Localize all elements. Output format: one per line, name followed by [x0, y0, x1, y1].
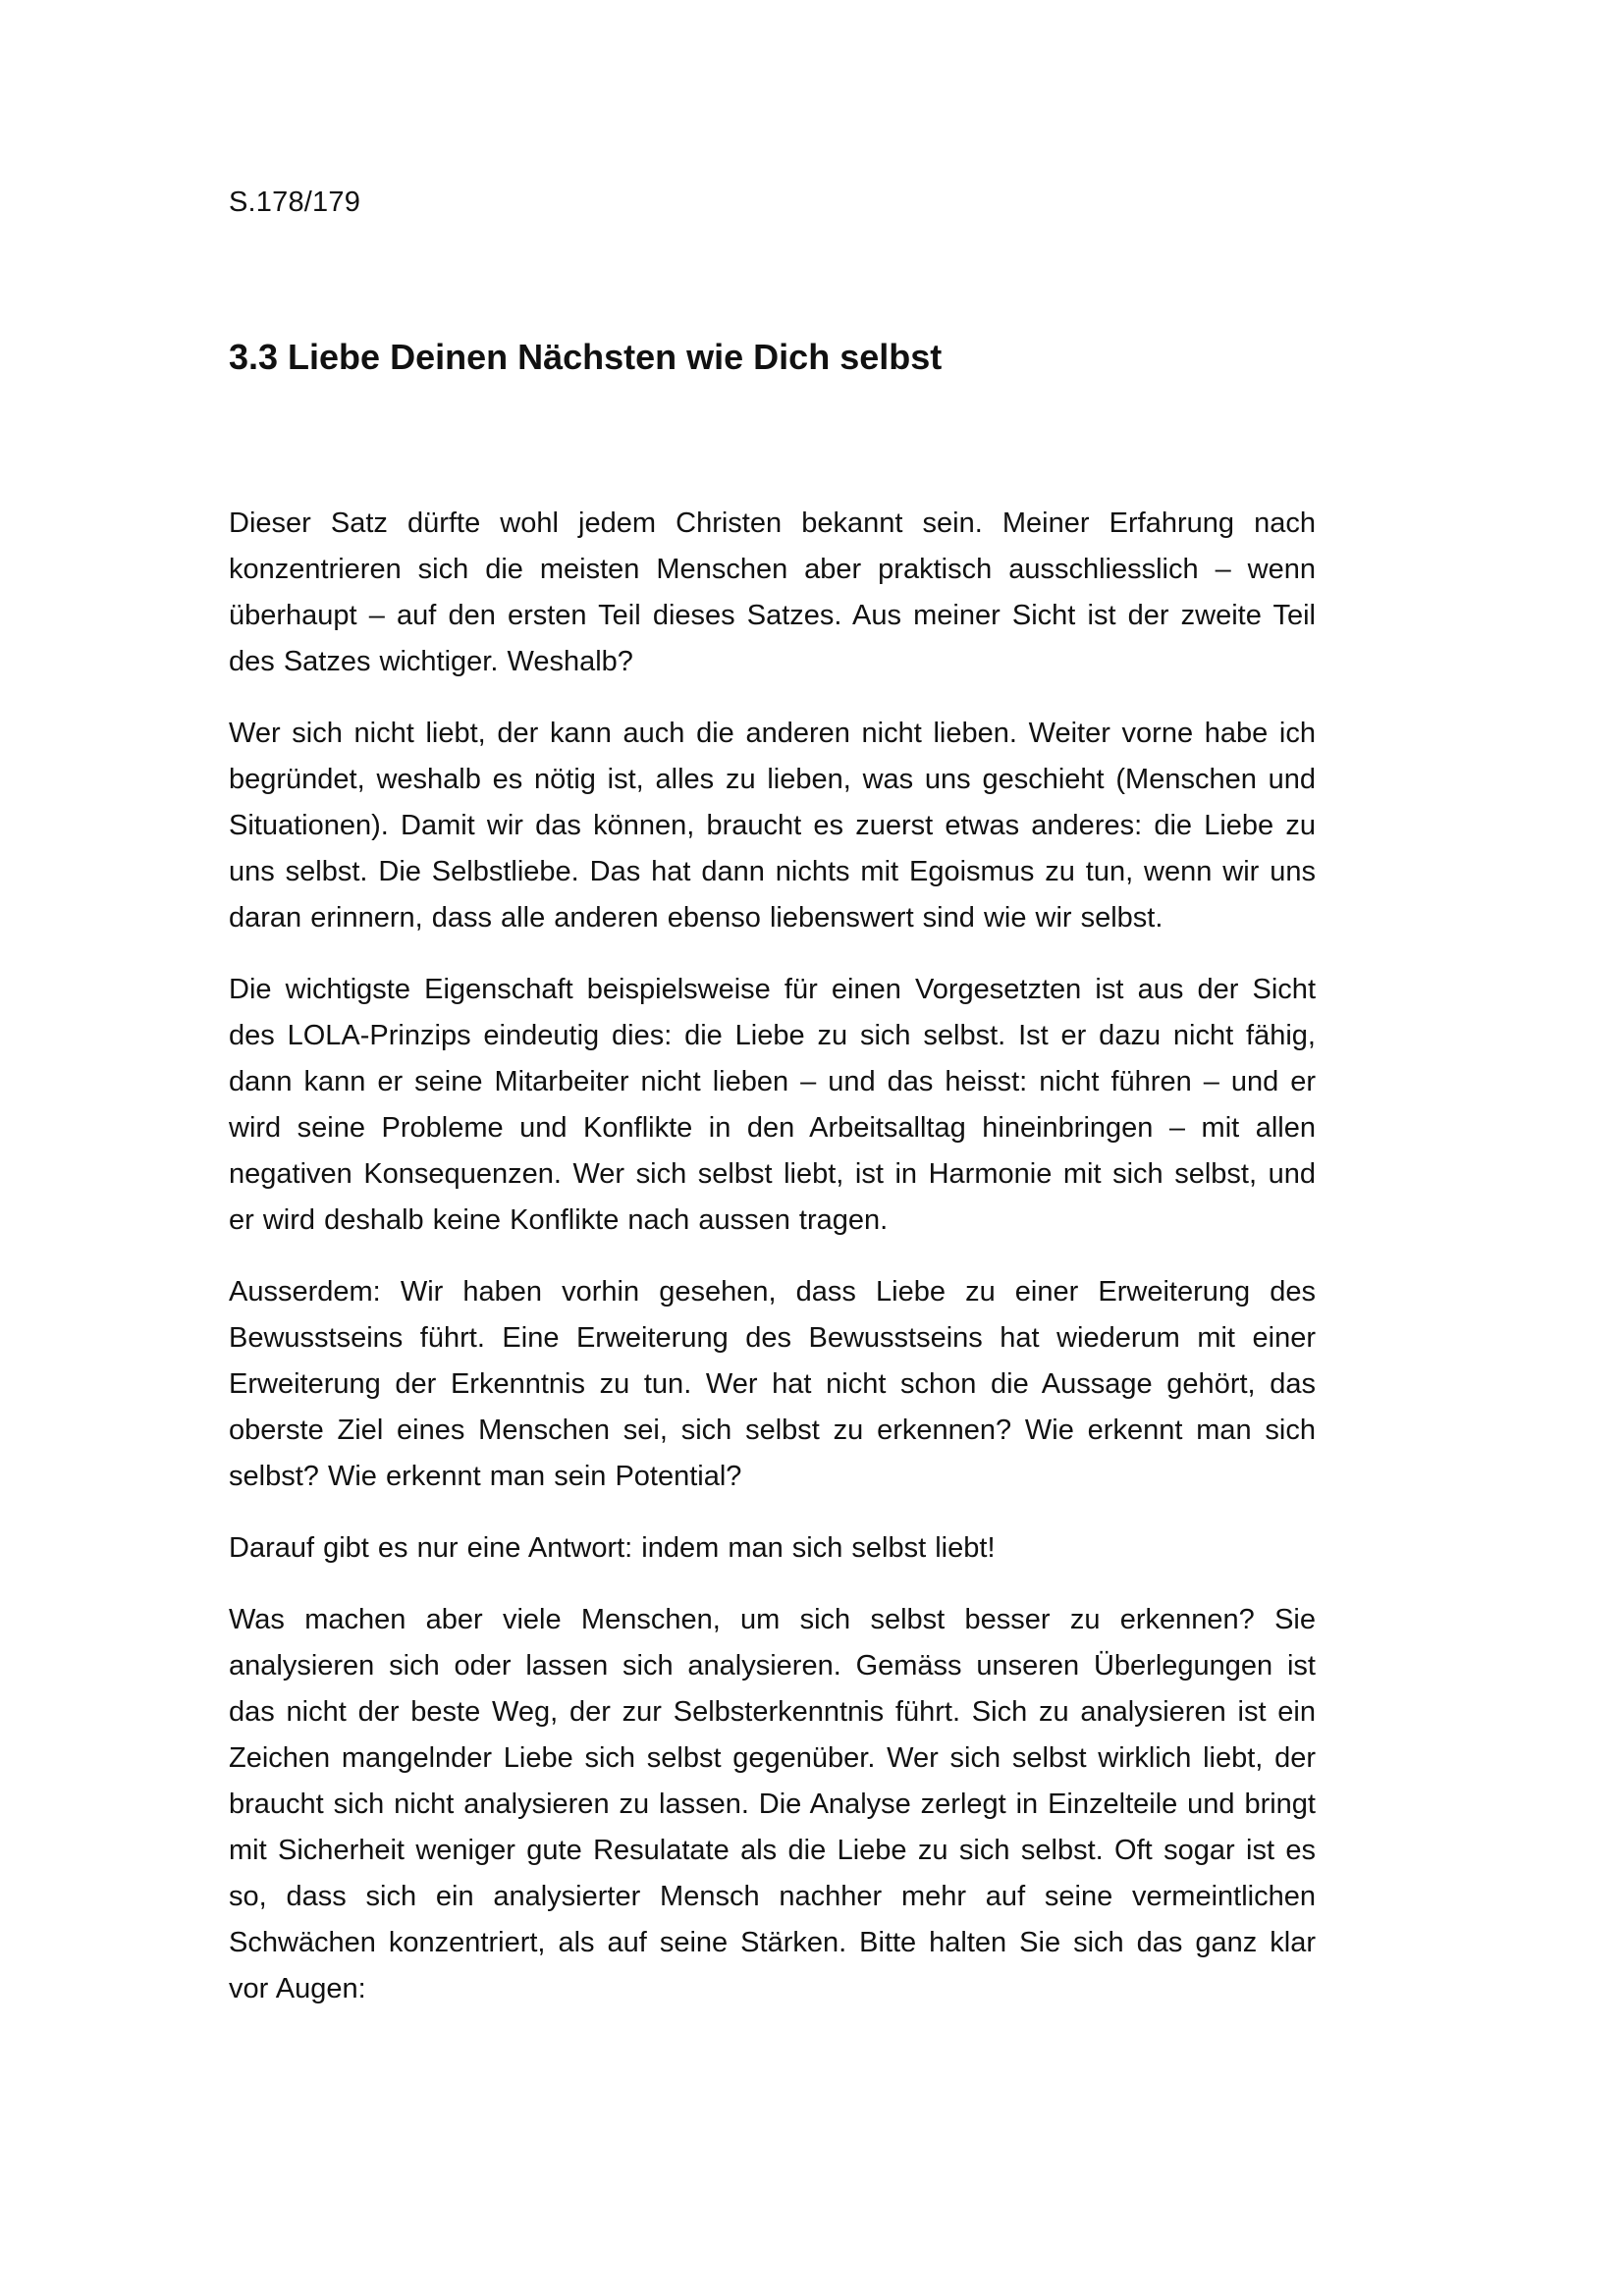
paragraph: Darauf gibt es nur eine Antwort: indem man sich selbst liebt!: [229, 1532, 996, 1564]
paragraph: Was machen aber viele Menschen, um sich selbst besser zu erkennen? Sie analysieren sich oder lassen sich analysieren. Gemäss unseren Überlegungen ist das nicht der beste Weg, der zur Selbsterkenntnis führt. Sich zu analysieren ist ein Zeichen mangelnder Liebe sich selbst gegenüber. Wer sich selbst wirklich liebt, der braucht sich nicht analysieren zu lassen. Die Analyse zerlegt in Einzelteile und bringt mit Sicherheit weniger gute Resulatate als die Liebe zu sich selbst. Oft sogar ist es so, dass sich ein analysierter Mensch nachher mehr auf seine vermeintlichen Schwächen konzentriert, als auf seine Stärken. Bitte halten Sie sich das ganz klar vor Augen:: [229, 1604, 1316, 2004]
paragraph: Ausserdem: Wir haben vorhin gesehen, dass Liebe zu einer Erweiterung des Bewusstseins führt. Eine Erweiterung des Bewusstseins hat wiederum mit einer Erweiterung der Erkenntnis zu tun. Wer hat nicht schon die Aussage gehört, das oberste Ziel eines Menschen sei, sich selbst zu erkennen? Wie erkennt man sich selbst? Wie erkennt man sein Potential?: [229, 1276, 1316, 1492]
page-number-reference: S.178/179: [229, 187, 361, 218]
body-text-block: [229, 501, 1316, 2012]
paragraph: Wer sich nicht liebt, der kann auch die anderen nicht lieben. Weiter vorne habe ich begründet, weshalb es nötig ist, alles zu lieben, was uns geschieht (Menschen und Situationen). Damit wir das können, braucht es zuerst etwas anderes: die Liebe zu uns selbst. Die Selbstliebe. Das hat dann nichts mit Egoismus zu tun, wenn wir uns daran erinnern, dass alle anderen ebenso liebenswert sind wie wir selbst.: [229, 718, 1316, 934]
section-heading: 3.3 Liebe Deinen Nächsten wie Dich selbst: [229, 337, 943, 377]
paragraph: Dieser Satz dürfte wohl jedem Christen bekannt sein. Meiner Erfahrung nach konzentrieren sich die meisten Menschen aber praktisch ausschliesslich – wenn überhaupt – auf den ersten Teil dieses Satzes. Aus meiner Sicht ist der zweite Teil des Satzes wichtiger. Weshalb?: [229, 507, 1316, 677]
paragraph: Die wichtigste Eigenschaft beispielsweise für einen Vorgesetzten ist aus der Sicht des LOLA-Prinzips eindeutig dies: die Liebe zu sich selbst. Ist er dazu nicht fähig, dann kann er seine Mitarbeiter nicht lieben – und das heisst: nicht führen – und er wird seine Probleme und Konflikte in den Arbeitsalltag hineinbringen – mit allen negativen Konsequenzen. Wer sich selbst liebt, ist in Harmonie mit sich selbst, und er wird deshalb keine Konflikte nach aussen tragen.: [229, 974, 1316, 1236]
